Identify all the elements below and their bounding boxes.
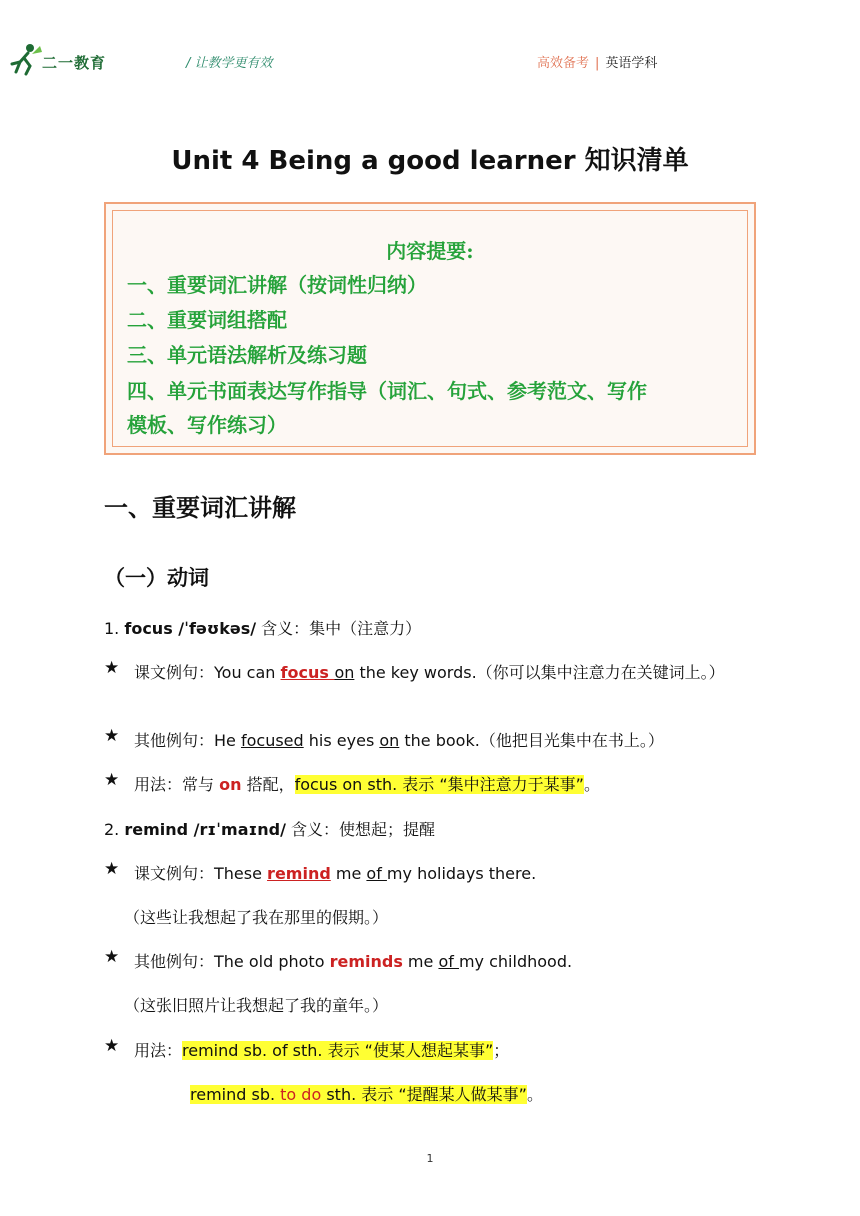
entry-remind-headword [104, 817, 435, 840]
logo-text: 二一教育 [42, 54, 107, 72]
summary-inner-border [112, 210, 748, 447]
entry-focus-text-example [134, 660, 725, 683]
example-part: You can [214, 663, 281, 682]
logo [6, 40, 116, 80]
star-icon: ★ [104, 770, 120, 790]
entry-focus-headword [104, 616, 421, 639]
entry-remind-text-translation: （这些让我想起了我在那里的假期。） [124, 908, 389, 927]
preposition-underline: of [438, 952, 459, 971]
usage-end: ； [493, 1041, 510, 1060]
example-part: me [402, 952, 439, 971]
usage-highlight: remind sb. of sth. 表示 “使某人想起某事” [182, 1041, 494, 1060]
label: 课文例句： [134, 663, 215, 682]
example-part: The old photo [214, 952, 330, 971]
usage-highlight: sth. 表示 “提醒某人做某事” [321, 1085, 527, 1104]
usage-end: 。 [526, 1085, 543, 1104]
summary-item: 三、单元语法解析及练习题 [127, 343, 367, 367]
example-part: He [214, 731, 241, 750]
star-icon: ★ [104, 859, 120, 879]
summary-item: 模板、写作练习） [127, 413, 287, 437]
entry-word: remind /rɪˈmaɪnd/ [124, 820, 286, 839]
subsection-heading: （一）动词 [104, 566, 209, 590]
summary-item: 四、单元书面表达写作指导（词汇、句式、参考范文、写作 [127, 379, 647, 403]
keyword-red: reminds [329, 952, 403, 971]
star-icon: ★ [104, 658, 120, 678]
runner-logo-icon [6, 40, 46, 80]
preposition-underline: on [334, 663, 355, 682]
summary-item: 二、重要词组搭配 [127, 308, 287, 332]
header-right [537, 52, 657, 71]
usage-end: 。 [583, 775, 600, 794]
example-part: my holidays there. [386, 864, 537, 883]
example-part: the key words.（你可以集中注意力在关键词上。） [354, 663, 725, 682]
label: 其他例句： [134, 952, 215, 971]
header-slogan: / 让教学更有效 [186, 56, 273, 71]
entry-remind-usage-1 [134, 1038, 509, 1061]
usage-highlight: remind sb. [190, 1085, 281, 1104]
summary-heading: 内容提要: [386, 239, 474, 263]
example-part: his eyes [303, 731, 380, 750]
label: 用法： [134, 1041, 183, 1060]
entry-number: 2. [104, 820, 120, 839]
entry-focus-usage [134, 772, 600, 795]
header-subject-label: 英语学科 [605, 56, 658, 71]
star-icon: ★ [104, 1036, 120, 1056]
page-number: 1 [426, 1152, 434, 1165]
label: 课文例句： [134, 864, 215, 883]
entry-word: focus /ˈfəʊkəs/ [124, 619, 257, 638]
preposition-underline: on [379, 731, 400, 750]
label: 其他例句： [134, 731, 215, 750]
entry-remind-usage-2 [190, 1082, 543, 1105]
document-title: Unit 4 Being a good learner 知识清单 [171, 146, 689, 176]
entry-remind-text-example [134, 861, 536, 884]
summary-box [104, 202, 756, 455]
header-exam-label: 高效备考 [537, 56, 590, 71]
entry-meaning: 含义：集中（注意力） [261, 619, 422, 638]
summary-item: 一、重要词汇讲解（按词性归纳） [127, 273, 427, 297]
entry-remind-other-translation: （这张旧照片让我想起了我的童年。） [124, 996, 389, 1015]
example-part: These [214, 864, 268, 883]
entry-number: 1. [104, 619, 120, 638]
keyword-red: on [219, 775, 242, 794]
label: 用法：常与 [134, 775, 220, 794]
example-part: the book.（他把目光集中在书上。） [399, 731, 664, 750]
entry-remind-other-example [134, 949, 572, 972]
entry-focus-other-example [134, 728, 664, 751]
usage-part: 搭配， [241, 775, 295, 794]
preposition-underline: of [366, 864, 387, 883]
keyword-underline: focused [240, 731, 304, 750]
usage-highlight: focus on sth. 表示 “集中注意力于某事” [294, 775, 584, 794]
usage-red-highlight: to do [280, 1085, 322, 1104]
star-icon: ★ [104, 726, 120, 746]
example-part: my childhood. [458, 952, 573, 971]
keyword-highlight: focus [280, 663, 335, 682]
section-heading: 一、重要词汇讲解 [104, 494, 296, 522]
example-part: me [330, 864, 367, 883]
star-icon: ★ [104, 947, 120, 967]
header-separator: | [595, 56, 600, 71]
entry-meaning: 含义：使想起；提醒 [291, 820, 436, 839]
keyword-highlight: remind [267, 864, 331, 883]
